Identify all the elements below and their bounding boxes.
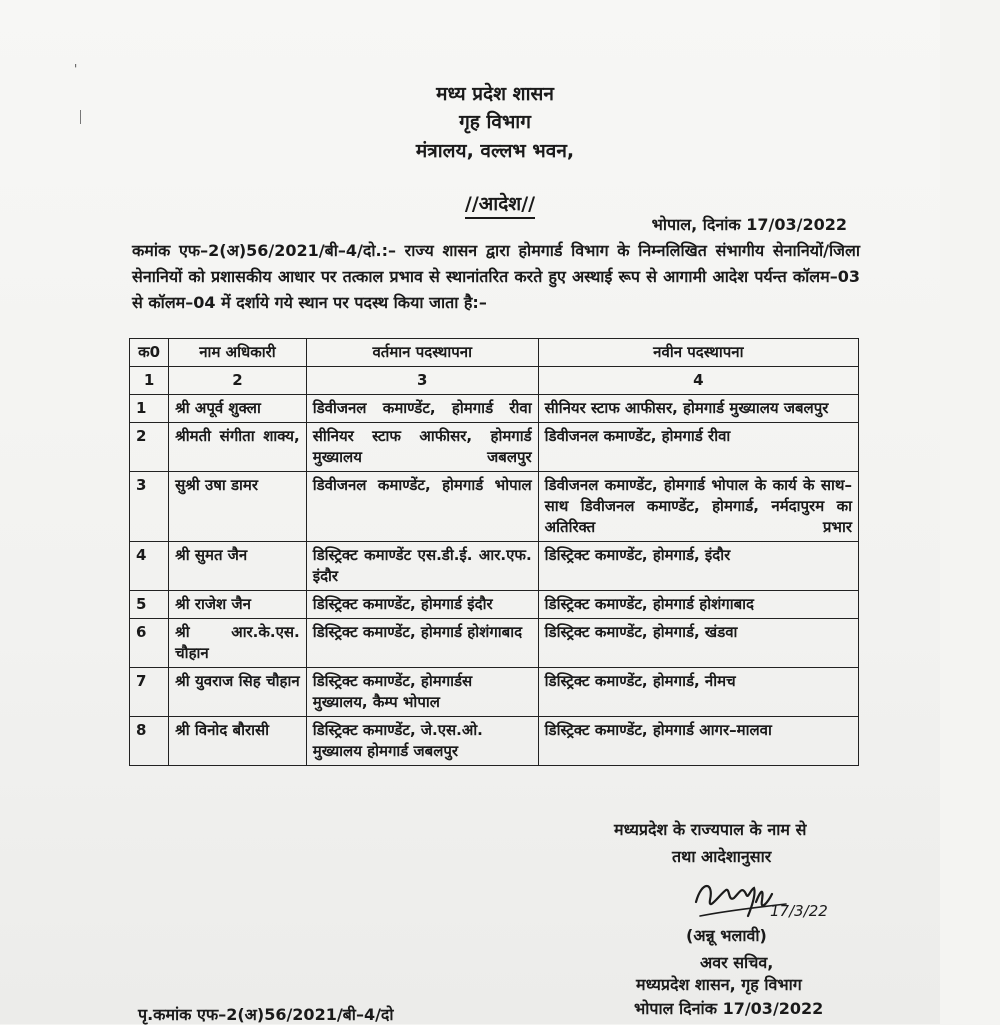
table-row [130,395,859,423]
current-posting-cell: डिस्ट्रिक्ट कमाण्डेंट, जे.एस.ओ. मुख्यालय होमगार्ड जबलपुर [306,717,538,766]
new-posting-cell: डिवीजनल कमाण्डेंट, होमगार्ड भोपाल के कार्य के साथ–साथ डिवीजनल कमाण्डेंट, होमगार्ड, नर्मदापुरम का अतिरिक्त प्रभार [538,472,858,542]
table-row [130,542,859,591]
serial-cell: 5 [130,591,169,619]
table-row [130,619,859,668]
current-posting-cell: डिस्ट्रिक्ट कमाण्डेंट, होमगार्डस मुख्यालय, कैम्प भोपाल [306,668,538,717]
col-header-name: नाम अधिकारी [169,339,307,367]
column-number: 3 [306,367,538,395]
signoff-authority: मध्यप्रदेश के राज्यपाल के नाम से [614,820,807,839]
new-posting-cell: सीनियर स्टाफ आफीसर, होमगार्ड मुख्यालय जबलपुर [538,395,858,423]
new-posting-cell: डिवीजनल कमाण्डेंट, होमगार्ड रीवा [538,423,858,472]
current-posting-cell: सीनियर स्टाफ आफीसर, होमगार्ड मुख्यालय जबलपुर [306,423,538,472]
column-number-row [130,367,859,395]
officer-name-cell: श्री सुमत जैन [169,542,307,591]
table-row [130,668,859,717]
officer-name-cell: सुश्री उषा डामर [169,472,307,542]
officer-name-cell: श्री युवराज सिह चौहान [169,668,307,717]
copy-reference-number: पृ.कमांक एफ–2(अ)56/2021/बी–4/दो [138,1005,394,1024]
table-row [130,591,859,619]
current-posting-cell: डिस्ट्रिक्ट कमाण्डेंट, होमगार्ड इंदौर [306,591,538,619]
order-title [0,190,1000,216]
serial-cell: 1 [130,395,169,423]
serial-cell: 4 [130,542,169,591]
column-number: 4 [538,367,858,395]
signature-date: 17/3/22 [770,902,828,920]
signoff-date: भोपाल दिनांक 17/03/2022 [634,999,824,1018]
signatory-designation: अवर सचिव, [700,953,774,972]
table-row [130,717,859,766]
current-posting-cell: डिस्ट्रिक्ट कमाण्डेंट, होमगार्ड होशंगाबाद [306,619,538,668]
column-number: 1 [130,367,169,395]
place-date: भोपाल, दिनांक 17/03/2022 [651,215,847,234]
serial-cell: 2 [130,423,169,472]
serial-cell: 7 [130,668,169,717]
handwritten-signature [690,872,828,932]
new-posting-cell: डिस्ट्रिक्ट कमाण्डेंट, होमगार्ड आगर–मालवा [538,717,858,766]
signoff-order: तथा आदेशानुसार [672,847,772,866]
new-posting-cell: डिस्ट्रिक्ट कमाण्डेंट, होमगार्ड, इंदौर [538,542,858,591]
current-posting-cell: डिवीजनल कमाण्डेंट, होमगार्ड भोपाल [306,472,538,542]
new-posting-cell: डिस्ट्रिक्ट कमाण्डेंट, होमगार्ड, नीमच [538,668,858,717]
table-header-row [130,339,859,367]
col-header-new-posting: नवीन पदस्थापना [538,339,858,367]
serial-cell: 3 [130,472,169,542]
order-paragraph: कमांक एफ–2(अ)56/2021/बी–4/दो.:– राज्य शासन द्वारा होमगार्ड विभाग के निम्नलिखित संभागीय सेनानियों/जिला सेनानियों को प्रशासकीय आधार पर तत्काल प्रभाव से स्थानांतरित करते हुए अस्थाई रूप से आगामी आदेश पर्यन्त कॉलम–03 से कॉलम–04 में दर्शाये गये स्थान पर पदस्थ किया जाता है:– [132,241,860,312]
table-row [130,472,859,542]
header-address: मंत्रालय, वल्लभ भवन, [415,140,575,162]
order-title-text: //आदेश// [465,193,535,219]
serial-cell: 8 [130,717,169,766]
officer-name-cell: श्रीमती संगीता शाक्य, [169,423,307,472]
signatory-name: (अन्नू भलावी) [686,926,767,945]
signatory-department: मध्यप्रदेश शासन, गृह विभाग [636,975,802,994]
officer-name-cell: श्री राजेश जैन [169,591,307,619]
col-header-serial: क0 [130,339,169,367]
officer-name-cell: श्री विनोद बौरासी [169,717,307,766]
transfer-table [129,338,859,766]
header-department: गृह विभाग [459,111,531,133]
header-government: मध्य प्रदेश शासन [436,83,554,105]
officer-name-cell: श्री अपूर्व शुक्ला [169,395,307,423]
punch-mark: ' [74,62,78,76]
new-posting-cell: डिस्ट्रिक्ट कमाण्डेंट, होमगार्ड होशंगाबाद [538,591,858,619]
current-posting-cell: डिस्ट्रिक्ट कमाण्डेंट एस.डी.ई. आर.एफ. इंदौर [306,542,538,591]
column-number: 2 [169,367,307,395]
current-posting-cell: डिवीजनल कमाण्डेंट, होमगार्ड रीवा [306,395,538,423]
serial-cell: 6 [130,619,169,668]
col-header-current-posting: वर्तमान पदस्थापना [306,339,538,367]
officer-name-cell: श्री आर.के.एस. चौहान [169,619,307,668]
new-posting-cell: डिस्ट्रिक्ट कमाण्डेंट, होमगार्ड, खंडवा [538,619,858,668]
table-row [130,423,859,472]
